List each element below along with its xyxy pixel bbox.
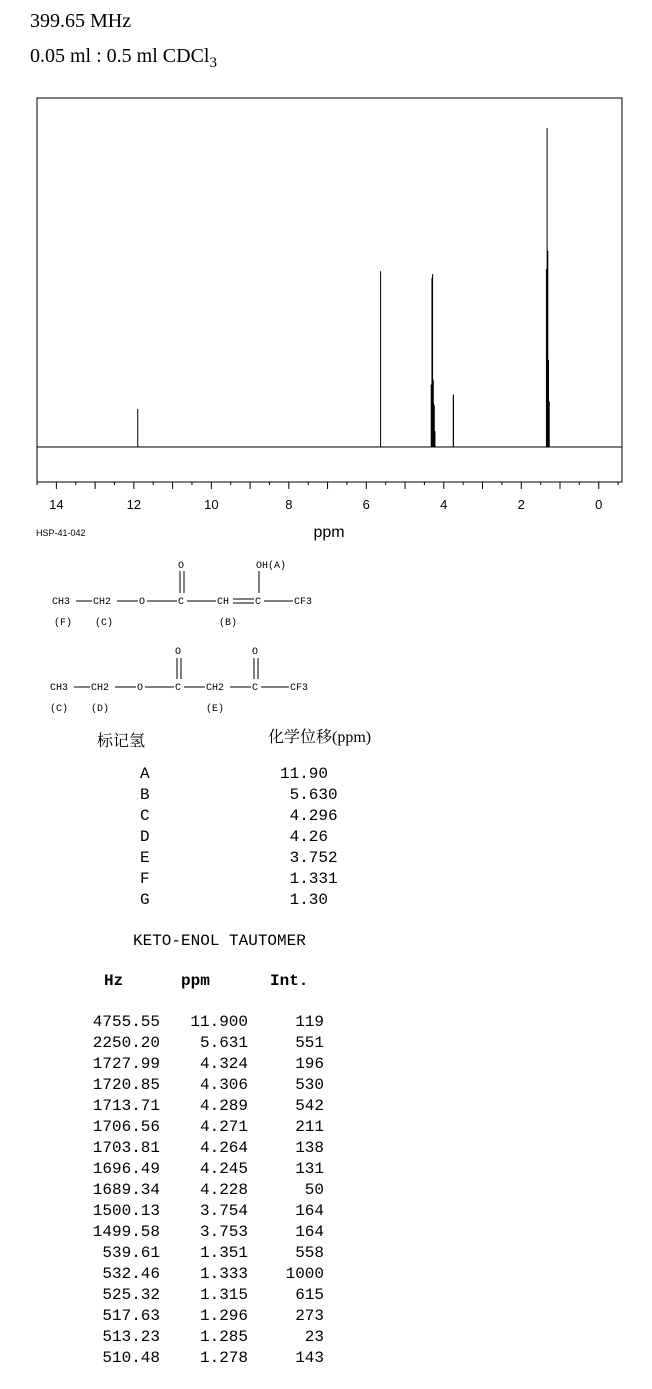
table-row <box>80 1264 324 1285</box>
peak-hz: 539.61 <box>102 1244 160 1262</box>
peak-ppm: 3.754 <box>199 1202 248 1220</box>
keto-structure <box>40 642 340 717</box>
header-ppm: ppm <box>181 972 210 990</box>
atom-c: C <box>175 683 182 694</box>
table-row <box>80 1054 324 1075</box>
atom-o: O <box>178 561 185 572</box>
atom-ch3: CH3 <box>52 597 71 608</box>
x-tick-label: 12 <box>126 497 142 512</box>
spectrometer-frequency: 399.65 MHz <box>30 10 132 32</box>
peak-intensity: 164 <box>295 1223 324 1241</box>
chemical-shift: 3.752 <box>280 849 338 867</box>
label-b: (B) <box>219 618 238 629</box>
peak-hz: 4755.55 <box>92 1013 160 1031</box>
peak-intensity: 273 <box>295 1307 324 1325</box>
peak-ppm: 4.264 <box>199 1139 248 1157</box>
peak-ppm: 3.753 <box>199 1223 248 1241</box>
assignment-row <box>140 806 338 827</box>
atom-o: O <box>137 683 144 694</box>
chemical-shift: 1.30 <box>280 891 329 909</box>
peak-hz: 2250.20 <box>92 1034 160 1052</box>
table-row <box>80 1096 324 1117</box>
x-tick-label: 6 <box>362 497 370 512</box>
peak-ppm: 4.324 <box>199 1055 248 1073</box>
atom-c: C <box>178 597 185 608</box>
x-axis-ticks <box>37 482 618 489</box>
peak-intensity: 615 <box>295 1286 324 1304</box>
atom-c: C <box>252 683 259 694</box>
peak-intensity: 211 <box>295 1118 324 1136</box>
table-row <box>80 1138 324 1159</box>
atom-cf3: CF3 <box>290 683 309 694</box>
table-row <box>80 1327 324 1348</box>
peak-ppm: 4.271 <box>199 1118 248 1136</box>
peak-intensity: 119 <box>295 1013 324 1031</box>
peak-hz: 517.63 <box>102 1307 160 1325</box>
table-row <box>80 1348 324 1369</box>
table-row <box>80 1306 324 1327</box>
atom-o: O <box>175 647 182 658</box>
atom-o: O <box>252 647 259 658</box>
x-tick-label: 4 <box>440 497 448 512</box>
peak-hz: 1500.13 <box>92 1202 160 1220</box>
atom-ch3: CH3 <box>50 683 69 694</box>
x-tick-label: 0 <box>595 497 603 512</box>
atom-oh: OH(A) <box>256 561 287 572</box>
peak-hz: 513.23 <box>102 1328 160 1346</box>
hydrogen-label: A <box>140 765 150 783</box>
chemical-shift: 1.331 <box>280 870 338 888</box>
peak-ppm: 1.278 <box>199 1349 248 1367</box>
peak-hz: 525.32 <box>102 1286 160 1304</box>
peak-hz: 532.46 <box>102 1265 160 1283</box>
x-axis-tick-labels <box>49 497 602 512</box>
spectrum-code: HSP-41-042 <box>36 528 86 538</box>
assignment-row <box>140 890 338 911</box>
x-tick-label: 2 <box>517 497 525 512</box>
peak-ppm: 4.306 <box>199 1076 248 1094</box>
table-row <box>80 1075 324 1096</box>
header-hz: Hz <box>104 972 124 990</box>
peak-intensity: 196 <box>295 1055 324 1073</box>
atom-ch2: CH2 <box>206 683 225 694</box>
peak-ppm: 5.631 <box>199 1034 248 1052</box>
table-row <box>80 1117 324 1138</box>
table-row <box>80 1243 324 1264</box>
peak-hz: 510.48 <box>102 1349 160 1367</box>
peak-ppm: 4.289 <box>199 1097 248 1115</box>
atom-ch: CH <box>217 597 230 608</box>
peak-hz: 1727.99 <box>92 1055 160 1073</box>
peak-intensity: 138 <box>295 1139 324 1157</box>
peak-intensity: 131 <box>295 1160 324 1178</box>
assignment-row <box>140 785 338 806</box>
peak-ppm: 1.351 <box>199 1244 248 1262</box>
hydrogen-label: B <box>140 786 150 804</box>
table-row <box>80 1222 324 1243</box>
atom-o: O <box>139 597 146 608</box>
label-f: (F) <box>54 618 73 629</box>
table-row <box>80 1285 324 1306</box>
assignment-row <box>140 827 338 848</box>
table-row <box>80 1201 324 1222</box>
atom-cf3: CF3 <box>294 597 313 608</box>
peak-ppm: 4.245 <box>199 1160 248 1178</box>
peak-intensity: 23 <box>304 1328 324 1346</box>
atom-ch2: CH2 <box>91 683 110 694</box>
header-int: Int. <box>270 972 309 990</box>
label-e: (E) <box>206 704 225 715</box>
peak-hz: 1713.71 <box>92 1097 160 1115</box>
x-tick-label: 8 <box>285 497 293 512</box>
assignment-row <box>140 869 338 890</box>
tautomer-title: KETO-ENOL TAUTOMER <box>133 932 306 950</box>
chemical-shift: 4.26 <box>280 828 329 846</box>
assignment-row <box>140 764 338 785</box>
label-c: (C) <box>50 704 69 715</box>
hydrogen-label: D <box>140 828 150 846</box>
x-tick-label: 14 <box>49 497 64 512</box>
spectrum-marks <box>37 128 622 447</box>
chemical-shift: 4.296 <box>280 807 338 825</box>
table-row <box>80 1159 324 1180</box>
table-row <box>80 1180 324 1201</box>
table-row <box>80 1012 324 1033</box>
peak-intensity: 50 <box>304 1181 324 1199</box>
label-d: (D) <box>91 704 110 715</box>
assignment-label-header: 标记氢 <box>97 733 146 750</box>
chemical-shift: 5.630 <box>280 786 338 804</box>
peak-intensity: 530 <box>295 1076 324 1094</box>
peak-intensity: 1000 <box>285 1265 324 1283</box>
peak-hz: 1499.58 <box>92 1223 160 1241</box>
assignment-shift-header: 化学位移(ppm) <box>268 729 372 746</box>
peak-hz: 1706.56 <box>92 1118 160 1136</box>
peak-ppm: 1.333 <box>199 1265 248 1283</box>
peak-ppm: 1.285 <box>199 1328 248 1346</box>
hydrogen-label: C <box>140 807 150 825</box>
peak-hz: 1720.85 <box>92 1076 160 1094</box>
solvent-subscript: 3 <box>209 55 217 71</box>
hydrogen-label: E <box>140 849 150 867</box>
atom-c: C <box>255 597 262 608</box>
assignment-table <box>140 764 338 911</box>
peak-intensity: 164 <box>295 1202 324 1220</box>
peak-ppm: 11.900 <box>190 1013 248 1031</box>
table-row <box>80 1033 324 1054</box>
peak-intensity: 551 <box>295 1034 324 1052</box>
label-c: (C) <box>95 618 114 629</box>
assignment-row <box>140 848 338 869</box>
peak-hz: 1703.81 <box>92 1139 160 1157</box>
peak-intensity: 558 <box>295 1244 324 1262</box>
peak-ppm: 1.315 <box>199 1286 248 1304</box>
x-tick-label: 10 <box>204 497 219 512</box>
enol-structure <box>40 555 340 630</box>
peak-hz: 1689.34 <box>92 1181 160 1199</box>
peak-intensity: 542 <box>295 1097 324 1115</box>
peak-table <box>80 1012 324 1369</box>
atom-ch2: CH2 <box>93 597 112 608</box>
peak-ppm: 4.228 <box>199 1181 248 1199</box>
peak-ppm: 1.296 <box>199 1307 248 1325</box>
plot-frame <box>37 98 622 482</box>
peak-hz: 1696.49 <box>92 1160 160 1178</box>
x-axis-label: ppm <box>313 524 345 541</box>
nmr-spectrum-chart <box>0 0 652 545</box>
peak-intensity: 143 <box>295 1349 324 1367</box>
hydrogen-label: G <box>140 891 150 909</box>
solvent-text: 0.05 ml : 0.5 ml CDCl <box>30 45 210 67</box>
hydrogen-label: F <box>140 870 150 888</box>
chemical-shift: 11.90 <box>280 765 329 783</box>
